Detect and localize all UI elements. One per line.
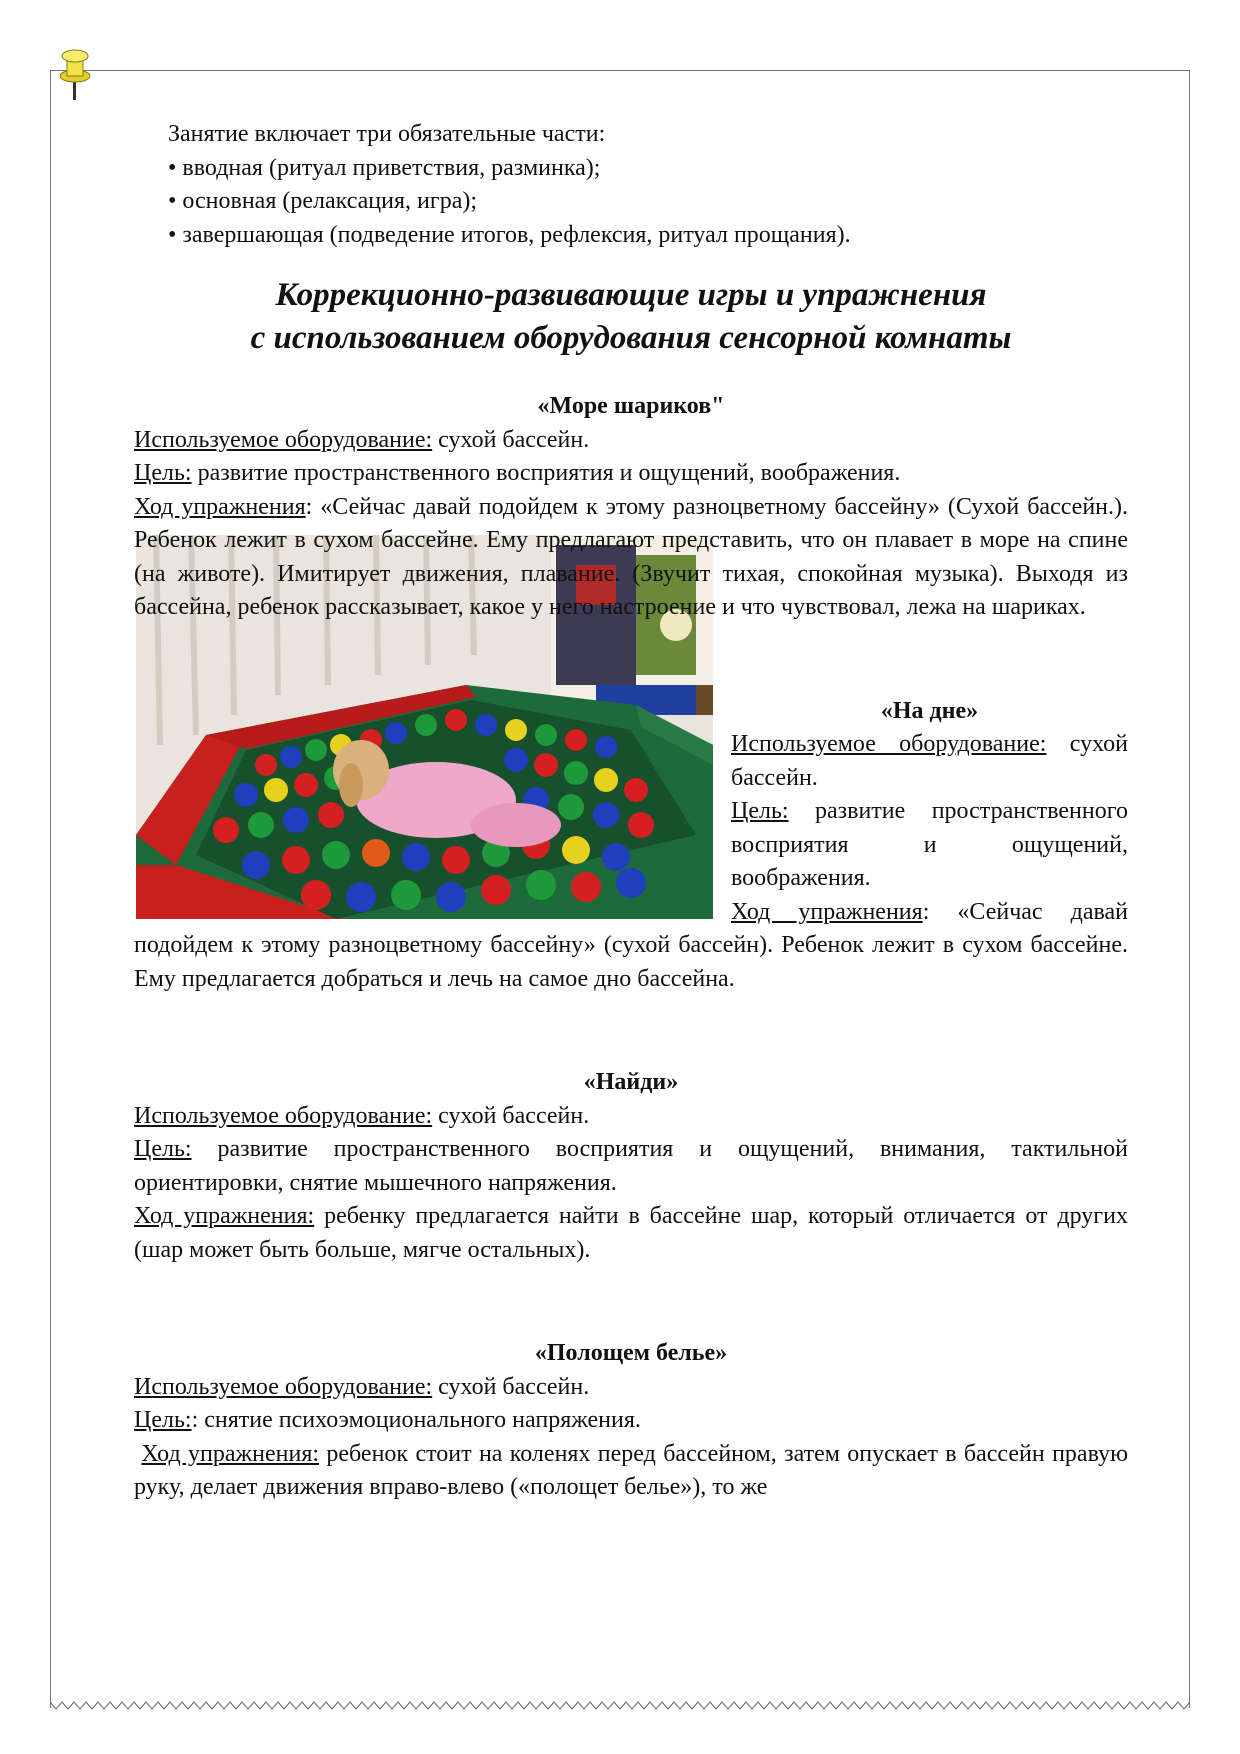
- game-title: «Море шариков": [537, 393, 725, 419]
- equipment-value: сухой бассейн.: [432, 1373, 590, 1400]
- torn-edge-zigzag: [50, 1700, 1190, 1710]
- game-title: «На дне»: [880, 697, 979, 724]
- game-title: «Полощем белье»: [534, 1340, 728, 1366]
- section-heading-line: Коррекционно-развивающие игры и упражнения: [275, 277, 987, 313]
- course-label: Ход упражнения: [134, 493, 306, 520]
- equipment-label: Используемое оборудование:: [134, 426, 433, 453]
- course-value: ребенку предлагается найти в бассейне шар, который отличается от других (шар может быть больше, мягче остальных).: [134, 1203, 1128, 1263]
- course-paragraph: [134, 1200, 1128, 1267]
- equipment-line: [134, 1100, 1128, 1134]
- course-label: Ход упражнения: [731, 898, 923, 925]
- equipment-label: Используемое оборудование:: [731, 731, 1047, 757]
- game-block-find: [134, 1066, 1128, 1267]
- document-body: [134, 118, 1128, 1505]
- course-value: : «Сейчас давай подойдем к этому разноцветному бассейну» (сухой бассейн). Ребенок лежит в сухом бассейне. Ему предлагается добраться и лечь на самое дно бассейна.: [134, 898, 1128, 992]
- goal-label: Цель:: [134, 1407, 192, 1433]
- goal-label: Цель:: [134, 1136, 192, 1162]
- intro-lead: Занятие включает три обязательные части:: [168, 121, 606, 147]
- equipment-value: сухой бассейн.: [731, 731, 1128, 791]
- game-block-laundry: [134, 1337, 1128, 1505]
- intro-item: • основная (релаксация, игра);: [168, 188, 478, 214]
- goal-value: развитие пространственного восприятия и ощущений, воображения.: [191, 460, 901, 486]
- goal-line: [134, 457, 1128, 491]
- course-paragraph: [134, 491, 1128, 625]
- equipment-line: [134, 1371, 1128, 1405]
- section-heading-line: с использованием оборудования сенсорной комнаты: [250, 320, 1012, 356]
- goal-value: развитие пространственного восприятия и ощущений, внимания, тактильной ориентировки, снятие мышечного напряжения.: [134, 1136, 1128, 1196]
- course-label: Ход упражнения:: [141, 1440, 320, 1467]
- game-title: «Найди»: [583, 1069, 679, 1095]
- equipment-value: сухой бассейн.: [432, 1102, 590, 1129]
- course-paragraph: [134, 1438, 1128, 1505]
- goal-label: Цель:: [731, 798, 789, 824]
- intro-item: • завершающая (подведение итогов, рефлексия, ритуал прощания).: [168, 221, 851, 248]
- goal-line: [134, 1133, 1128, 1200]
- goal-value: : снятие психоэмоционального напряжения.: [191, 1407, 641, 1433]
- equipment-label: Используемое оборудование:: [134, 1373, 433, 1400]
- game-block-sea-of-balls: [134, 390, 1128, 625]
- course-value: : «Сейчас давай подойдем к этому разноцветному бассейну» (Сухой бассейн.). Ребенок лежит в сухом бассейне. Ему предлагают представить, что он плавает в море на спине (на животе). Имитирует движения, плавание. (Звучит тихая, спокойная музыка). Выходя из бассейна, ребенок рассказывает, какое у него настроение и что чувствовал, лежа на шариках.: [134, 493, 1128, 620]
- intro-block: [134, 118, 1128, 252]
- goal-value: развитие пространственного восприятия и ощущений, воображения.: [731, 798, 1128, 891]
- pushpin-icon: [58, 46, 92, 102]
- goal-line: [134, 1404, 1128, 1438]
- equipment-label: Используемое оборудование:: [134, 1102, 433, 1129]
- goal-label: Цель:: [134, 460, 192, 486]
- spacer: [134, 996, 1128, 1066]
- equipment-line: [134, 424, 1128, 458]
- course-value: ребенок стоит на коленях перед бассейном, затем опускает в бассейн правую руку, делает движения вправо-влево («полощет белье»), то же: [134, 1440, 1129, 1500]
- equipment-value: сухой бассейн.: [432, 426, 590, 453]
- spacer: [134, 1267, 1128, 1337]
- course-label: Ход упражнения:: [134, 1203, 315, 1229]
- section-heading: [134, 274, 1128, 360]
- intro-item: • вводная (ритуал приветствия, разминка);: [168, 154, 601, 181]
